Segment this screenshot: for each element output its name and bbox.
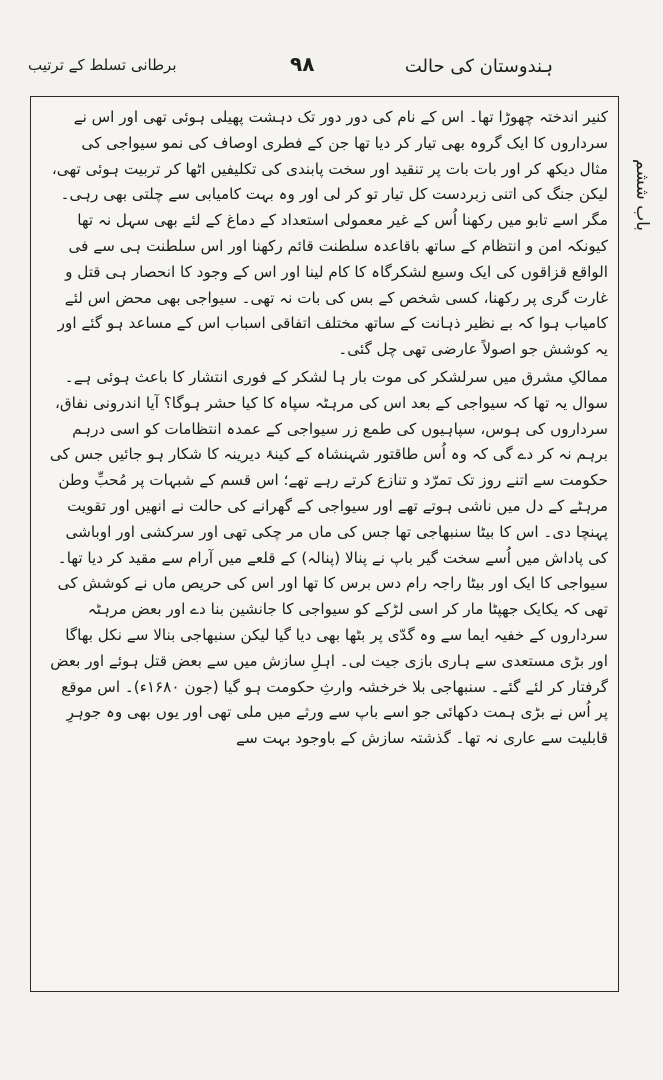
running-header	[0, 52, 663, 92]
paragraph-2: ممالکِ مشرق میں سرلشکر کی موت بار ہا لشکر کے فوری انتشار کا باعث ہوئی ہے۔ سوال یہ تھا کہ سیواجی کے بعد اس کی مرہٹہ سپاہ کا کیا حشر ہوگا؟ آیا اندرونی نفاق، سرداروں کی ہوس، سپاہیوں کی طمع زر سیواجی کے عمدہ انتظامات کو اسی درہم برہم نہ کر دے گی کہ وہ اُس طاقتور شہنشاہ کے کینۂ دیرینہ کا شکار ہو جائیں جس کی حکومت سے اتنے روز تک تمرّد و تنازع کرتے رہے تھے؛ اس قسم کے شبہات پر مُحبِّ وطن مرہٹے کے دل میں ناشی ہوتے تھے اور سیواجی کے گھرانے کی حالت نے انھیں اور تقویت پہنچا دی۔ اس کا بیٹا سنبھاجی تھا جس کی ماں مر چکی تھی اور سرکشی اور اوباشی کی پاداش میں اُسے سخت گیر باپ نے پنالا (پنالہ) کے قلعے میں آرام سے مقید کر دیا تھا۔ سیواجی کا ایک اور بیٹا راجہ رام دس برس کا تھا اور اس کی حریص ماں نے کوشش کی تھی کہ یکایک جھپٹا مار کر اسی لڑکے کو سیواجی کا جانشین بنا دے اور بعض مرہٹہ سرداروں کے خفیہ ایما سے وہ گدّی پر بٹھا بھی دیا گیا لیکن سنبھاجی بنالا سے نکل بھاگا اور بڑی مستعدی سے ہاری بازی جیت لی۔ اہلِ سازش میں سے بعض قتل ہوئے اور بعض گرفتار کر لئے گئے۔ سنبھاجی بلا خرخشہ وارثِ حکومت ہو گیا (جون ۱۶۸۰ء)۔ اس موقع پر اُس نے بڑی ہمت دکھائی جو اسے باپ سے ورثے میں ملی تھی اور یوں بھی وہ جوہرِ قابلیت سے عاری نہ تھا۔ گذشتہ سازش کے باوجود بہت سے	[49, 367, 608, 748]
page-number: ۹۸	[290, 52, 315, 76]
header-section-title: برطانی تسلط کے ترتیب	[28, 56, 177, 74]
header-chapter-title: ہندوستان کی حالت	[404, 56, 553, 77]
body-text	[49, 105, 608, 983]
chapter-side-label: باب ششم	[632, 158, 652, 232]
text-frame	[30, 96, 619, 992]
paragraph-1: کنیر اندختہ چھوڑا تھا۔ اس کے نام کی دور دور تک دہشت پھیلی ہوئی تھی اور اس نے سرداروں کا ایک گروہ بھی تیار کر دیا تھا جن کے فطری اوصاف کی نمو سیواجی کی مثال دیکھ کر اور بات بات پر تنقید اور سخت پابندی کی تکلیفیں اٹھا کر تربیت ہوئی تھی، لیکن جنگ کی اتنی زبردست کل تیار تو کر لی اور وہ بہت کامیابی سے چلتی بھی رہی۔ مگر اسے تابو میں رکھنا اُس کے غیر معمولی استعداد کے دماغ کے لئے بھی سہل نہ تھا کیونکہ امن و انتظام کے ساتھ باقاعدہ سلطنت قائم رکھنا اور اس سلطنت ہی سے فی الواقع قزاقوں کی ایک وسیع لشکرگاہ کا کام لینا اور اس کے وجود کا انحصار ہی قتل و غارت گری پر رکھنا، کسی شخص کے بس کی بات نہ تھی۔ سیواجی بھی محض اس لئے کامیاب ہوا کہ بے نظیر ذہانت کے ساتھ مختلف اتفاقی اسباب اس کے مساعد ہو گئے اور یہ کوشش جو اصولاً عارضی تھی چل گئی۔	[51, 108, 608, 359]
